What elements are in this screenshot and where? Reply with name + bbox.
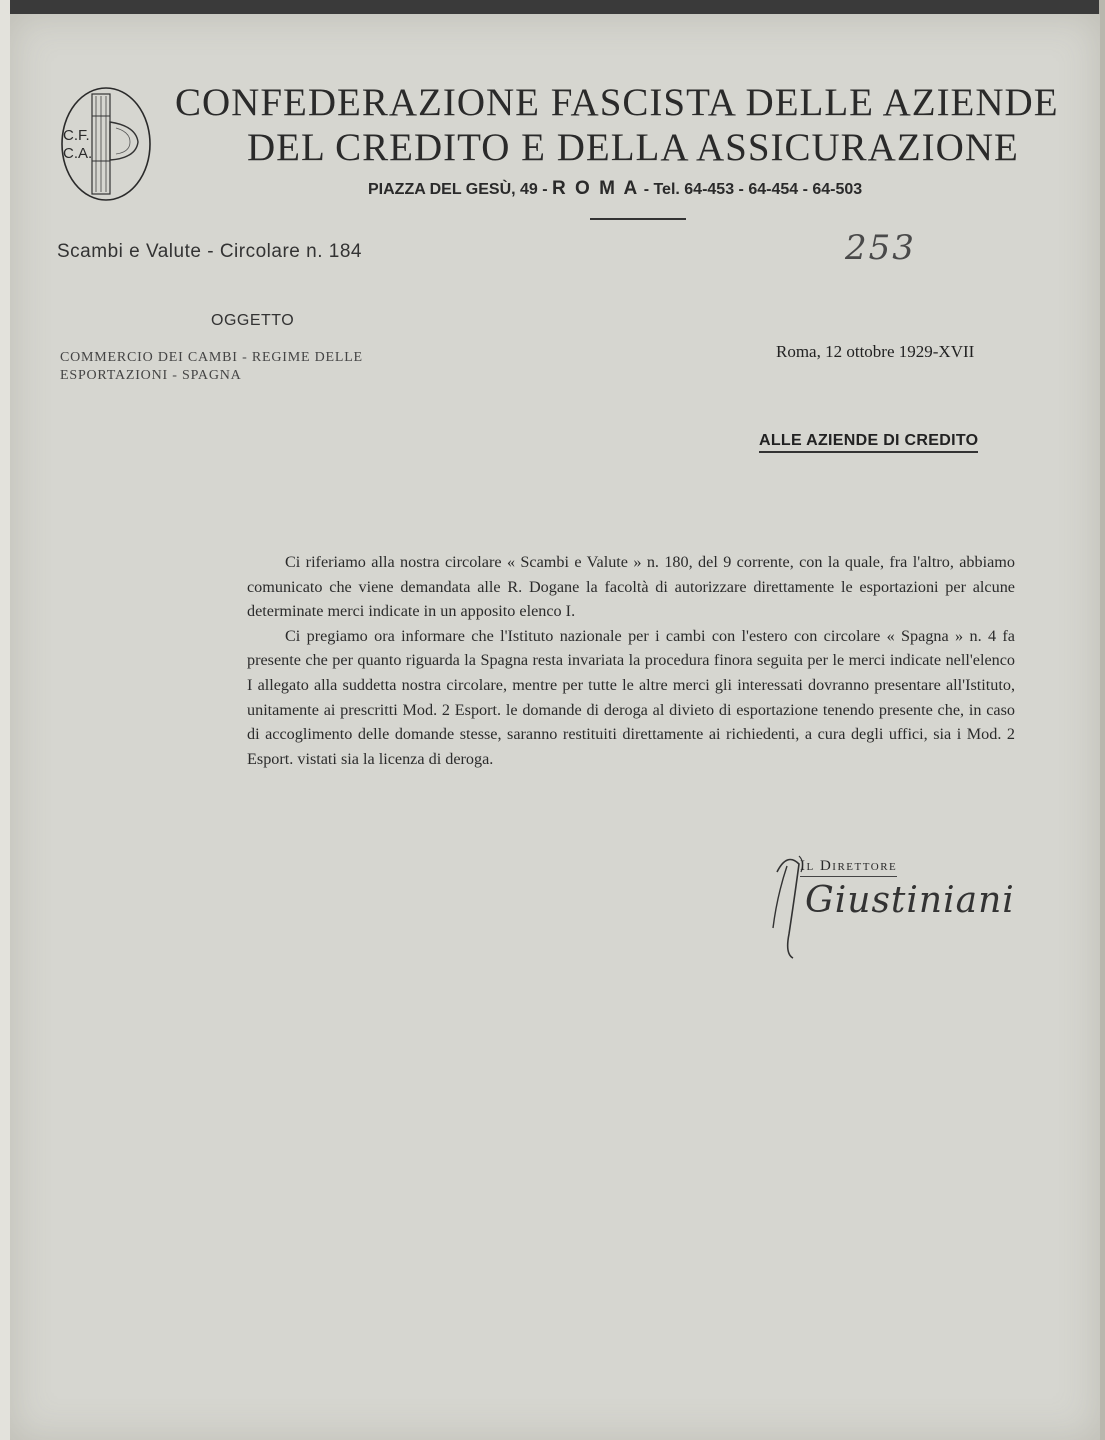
address-divider [590,218,686,220]
organization-name-line1: CONFEDERAZIONE FASCISTA DELLE AZIENDE [175,81,1059,124]
letterhead-address [368,178,862,200]
letter-date: Roma, 12 ottobre 1929-XVII [776,342,975,361]
cfca-emblem-icon [60,86,152,202]
subject-line-1: COMMERCIO DEI CAMBI - REGIME DELLE [60,350,363,365]
subject-line-2: ESPORTAZIONI - SPAGNA [60,368,242,383]
body-paragraph-2: Ci pregiamo ora informare che l'Istituto nazionale per i cambi con l'estero con circolare « Spagna » n. 4 fa presente che per quanto riguarda la Spagna resta invariata la procedura finora seguita per le merci indicate nell'elenco I allegato alla suddetta nostra circolare, mentre per tutte le altre merci gli interessati dovranno presentare all'Istituto, unitamente ai prescritti Mod. 2 Esport. le domande di deroga al divieto di esportazione tenendo presente che, in caso di accoglimento delle domande stesse, saranno restituiti direttamente ai richiedenti, a cura degli uffici, sia i Mod. 2 Esport. vistati sia la licenza di deroga. [247,626,1015,768]
circular-reference: Scambi e Valute - Circolare n. 184 [57,241,362,262]
handwritten-page-number: 253 [845,228,916,268]
svg-text:C.A.: C.A. [63,145,93,162]
subject-label: OGGETTO [211,312,295,329]
signatory-title: Il Direttore [800,858,897,877]
body-paragraph-1: Ci riferiamo alla nostra circolare « Scambi e Valute » n. 180, del 9 corrente, con la quale, fra l'altro, abbiamo comunicato che viene demandata alle R. Dogane la facoltà di autorizzare direttamente le esportazioni per alcune determinate merci indicate in un apposito elenco I. [247,553,1015,621]
signatory-name: Giustiniani [805,880,1015,921]
recipient-heading: ALLE AZIENDE DI CREDITO [759,432,978,453]
letter-body [247,550,1015,771]
organization-name-line2: DEL CREDITO E DELLA ASSICURAZIONE [247,126,1019,169]
address-city: R O M A [552,178,640,199]
subject-text [60,349,363,385]
address-street: PIAZZA DEL GESÙ, 49 - [368,181,548,198]
address-phone: - Tel. 64-453 - 64-454 - 64-503 [643,181,863,198]
svg-text:C.F.: C.F. [63,127,90,144]
top-edge [10,0,1105,14]
